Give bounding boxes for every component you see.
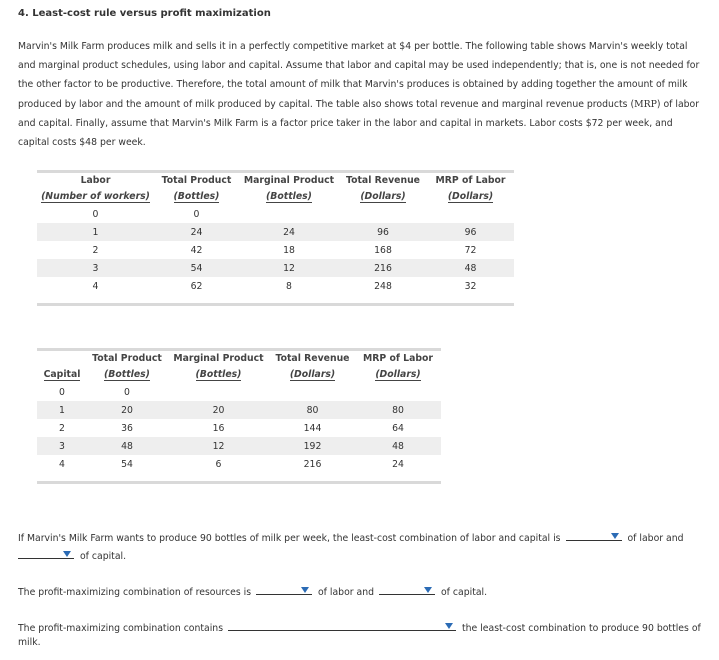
question-1 — [18, 529, 684, 544]
table-row — [37, 401, 441, 419]
table-cell: 248 — [374, 280, 392, 292]
table-cell — [427, 205, 514, 223]
labor-table — [37, 170, 514, 306]
question-3-text: The profit-maximizing combination contains — [18, 623, 224, 634]
labor-col-header: Total Revenue — [345, 175, 420, 186]
question-2 — [18, 583, 487, 598]
capital-col-header: Total Product — [92, 353, 162, 364]
capital-col-subheader: (Dollars) — [289, 369, 336, 380]
table-cell — [339, 205, 427, 223]
table-cell: 12 — [283, 262, 295, 274]
q1-labor-dropdown[interactable] — [566, 529, 622, 541]
chevron-down-icon — [445, 623, 453, 629]
table-cell: 72 — [464, 244, 477, 256]
table-cell: 24 — [283, 226, 295, 238]
problem-intro — [18, 37, 702, 152]
table-cell: 216 — [303, 458, 322, 470]
question-3-after: the least-cost combination to produce 90 bottles of — [461, 623, 701, 634]
table-cell — [355, 383, 441, 401]
table-cell: 3 — [59, 440, 65, 452]
labor-col-subheader: (Dollars) — [360, 191, 406, 202]
capital-col-subheader: (Bottles) — [104, 369, 150, 380]
question-1-text: If Marvin's Milk Farm wants to produce 90 bottles of milk per week, the least-cost combination of labor and capital is — [18, 533, 561, 544]
labor-col-subheader: (Bottles) — [173, 191, 220, 202]
table-cell: 48 — [121, 440, 133, 452]
table-cell: 42 — [190, 244, 203, 256]
intro-text-1: Marvin's Milk Farm produces milk and sells it in a perfectly competitive market at $4 per bottle. The following table shows Marvin's weekly total and marginal product schedules, using labor and capital. Assume that labor and capital may be used independently; that is, one is not needed for the other factor to be productive. Therefore, the total amount of milk that Marvin's produces is obtained by adding together the amount of milk produced by labor and the amount of milk produced by capital. The table also shows total revenue and marginal revenue products ( — [18, 41, 700, 110]
table-cell: 48 — [464, 262, 477, 274]
table-cell — [239, 205, 339, 223]
table-cell: 1 — [59, 404, 65, 416]
labor-col-subheader: (Dollars) — [447, 191, 494, 202]
question-3-after-2: milk. — [18, 637, 41, 648]
table-cell: 20 — [121, 404, 133, 416]
table-cell — [270, 383, 355, 401]
table-cell: 62 — [190, 280, 203, 292]
table-cell: 20 — [212, 404, 225, 416]
labor-col-subheader: (Bottles) — [266, 191, 312, 202]
table-cell — [167, 383, 270, 401]
table-cell: 32 — [464, 280, 477, 292]
table-cell: 54 — [121, 458, 133, 470]
labor-col-header: Labor — [80, 175, 111, 186]
capital-col-header: MRP of Labor — [363, 353, 433, 364]
table-row — [37, 205, 514, 223]
table-row — [37, 455, 441, 473]
table-cell: 0 — [124, 386, 130, 398]
table-cell: 4 — [59, 458, 65, 470]
capital-col-header — [37, 351, 87, 367]
q3-dropdown[interactable] — [228, 619, 456, 631]
table-cell: 96 — [377, 226, 389, 238]
chevron-down-icon — [63, 551, 71, 557]
intro-text-2: ) of labor and capital. Finally, assume that Marvin's Milk Farm is a factor price taker in the labor and capital in markets. Labor costs $72 per week, and capital costs $48 per week. — [18, 98, 700, 149]
capital-col-header: Total Revenue — [275, 353, 350, 364]
table-cell: 192 — [303, 440, 322, 452]
question-1-after-2: of capital. — [79, 551, 127, 562]
table-row — [37, 241, 514, 259]
intro-mrp: MRP — [634, 98, 657, 110]
labor-col-header: Marginal Product — [243, 175, 335, 186]
table-row — [37, 437, 441, 455]
question-3 — [18, 619, 701, 634]
question-2-after-1: of labor and — [317, 587, 375, 598]
table-cell: 16 — [212, 422, 225, 434]
chevron-down-icon — [424, 587, 432, 593]
table-cell: 216 — [374, 262, 392, 274]
chevron-down-icon — [301, 587, 309, 593]
question-3-line-2 — [18, 637, 41, 648]
table-cell: 6 — [215, 458, 222, 470]
table-cell: 24 — [190, 226, 203, 238]
table-cell: 80 — [306, 404, 319, 416]
table-cell: 168 — [374, 244, 392, 256]
table-cell: 80 — [392, 404, 404, 416]
table-cell: 144 — [303, 422, 322, 434]
problem-title: 4. Least-cost rule versus profit maximization — [18, 8, 271, 19]
table-cell: 24 — [392, 458, 404, 470]
table-cell: 96 — [464, 226, 477, 238]
question-1-line-2 — [18, 547, 126, 562]
table-row — [37, 383, 441, 401]
q1-capital-dropdown[interactable] — [18, 547, 74, 559]
capital-table — [37, 348, 441, 484]
table-row — [37, 419, 441, 437]
q2-capital-dropdown[interactable] — [379, 583, 435, 595]
table-row — [37, 223, 514, 241]
capital-col-subheader: Capital — [43, 369, 81, 380]
q2-labor-dropdown[interactable] — [256, 583, 312, 595]
table-cell: 8 — [286, 280, 292, 292]
table-cell: 1 — [92, 226, 99, 238]
table-cell: 48 — [392, 440, 404, 452]
table-row — [37, 259, 514, 277]
table-cell: 3 — [92, 262, 99, 274]
table-cell: 12 — [212, 440, 225, 452]
table-cell: 2 — [59, 422, 65, 434]
capital-col-subheader: (Bottles) — [195, 369, 242, 380]
labor-col-header: MRP of Labor — [435, 175, 506, 186]
table-cell: 0 — [193, 208, 200, 220]
labor-col-subheader: (Number of workers) — [41, 191, 150, 202]
labor-col-header: Total Product — [161, 175, 232, 186]
table-cell: 54 — [190, 262, 203, 274]
question-1-after-1: of labor and — [627, 533, 684, 544]
chevron-down-icon — [611, 533, 619, 539]
question-2-after-2: of capital. — [440, 587, 488, 598]
table-cell: 64 — [392, 422, 404, 434]
table-cell: 0 — [92, 208, 99, 220]
table-cell: 0 — [59, 386, 65, 398]
capital-col-subheader: (Dollars) — [375, 369, 421, 380]
capital-col-header: Marginal Product — [173, 353, 264, 364]
table-cell: 18 — [283, 244, 295, 256]
question-2-text: The profit-maximizing combination of resources is — [18, 587, 252, 598]
table-cell: 36 — [121, 422, 133, 434]
table-cell: 2 — [92, 244, 99, 256]
table-row — [37, 277, 514, 295]
table-cell: 4 — [92, 280, 99, 292]
